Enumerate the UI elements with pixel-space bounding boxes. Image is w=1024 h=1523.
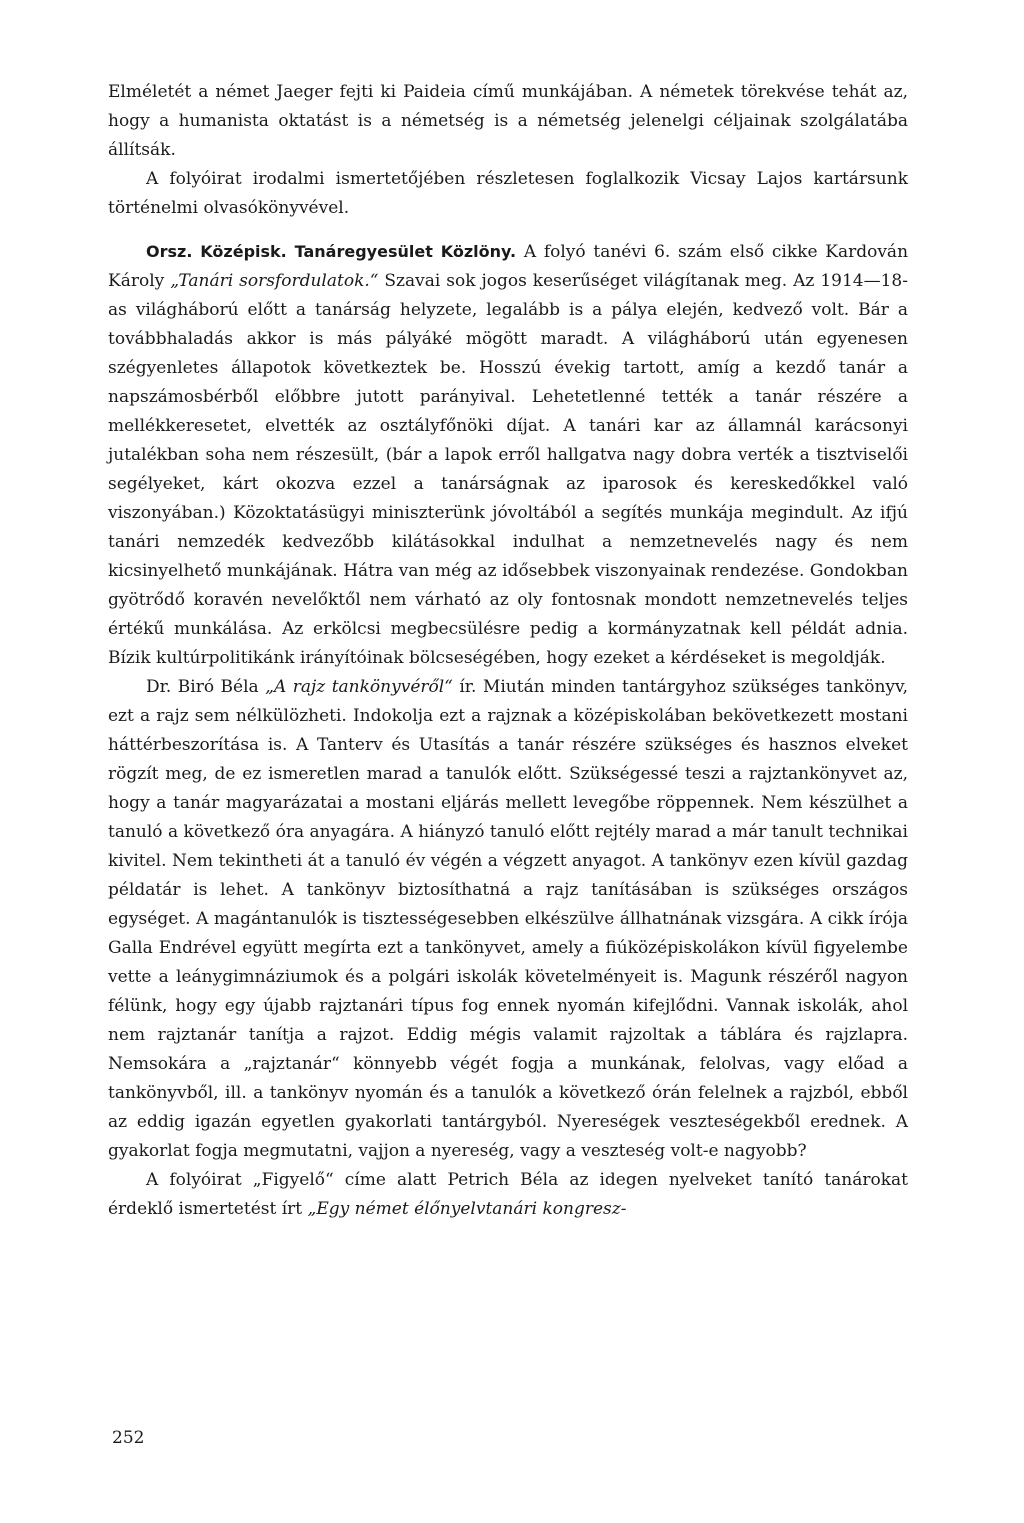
paragraph-kozlony-text-2: Szavai sok jogos keserűséget világítanak meg. Az 1914—18-as világháború előtt a tanárság helyzete, legalább is a pálya elején, kedvező volt. Bár a továbbhaladás akkor is más pályáké mögött maradt. A világháború után egyenesen szégyenletes állapotok következtek be. Hosszú évekig tartott, amíg a kezdő tanár a napszámosbérből előbbre jutott parányival. Lehetetlenné tették a tanár részére a mellékkeresetet, elvették az osztályfőnöki díjat. A tanári kar az államnál karácsonyi jutalékban soha nem részesült, (bár a lapok erről hallgatva nagy dobra verték a tisztviselői segélyeket, kárt okozva ezzel a tanárságnak az iparosok és kereskedőkkel való viszonyában.) Közoktatásügyi miniszterünk jóvoltából a segítés munkája megindult. Az ifjú tanári nemzedék kedvezőbb kilátásokkal indulhat a nemzetnevelés nagy és nem kicsinyelhető munkájának. Hátra van még az idősebbek viszonyainak rendezése. Gondokban gyötrődő koravén nevelőktől nem várható az oly fontosnak mondott nemzetnevelés teljes értékű munkálása. Az erkölcsi megbecsülésre pedig a kormányzatnak kell példát adnia. Bízik kultúrpolitikánk irányítóinak bölcseségében, hogy ezeket a kérdéseket is megoldják. [108, 271, 908, 668]
paragraph-jaeger: Elméletét a német Jaeger fejti ki Paideia című munkájában. A németek törekvése tehát az, hogy a humanista oktatást is a németség is a németség jelenelgi céljainak szolgálatába állítsák. [108, 82, 908, 160]
paragraph-figyelo-text: A folyóirat „Figyelő“ címe alatt Petrich Béla az idegen nyelveket tanító tanárokat érdeklő ismertetést írt [108, 1170, 908, 1219]
journal-name: Orsz. Középisk. Tanáregyesület Közlöny. [146, 242, 517, 261]
paragraph-kozlony [108, 237, 908, 673]
paragraph-vicsay-text: A folyóirat irodalmi ismertetőjében részletesen foglalkozik Vicsay Lajos kartársunk történelmi olvasókönyvével. [108, 169, 908, 218]
paragraph-rajz-text-2: ír. Miután minden tantárgyhoz szükséges tankönyv, ezt a rajz sem nélkülözheti. Indokolja ezt a rajznak a középiskolában bekövetkezett mostani háttérbeszorítása is. A Tanterv és Utasítás a tanár részére szükséges és hasznos elveket rögzít meg, de ez ismeretlen marad a tanulók előtt. Szükségessé teszi a rajztankönyvet az, hogy a tanár magyarázatai a mostani eljárás mellett levegőbe röppennek. Nem készülhet a tanuló a következő óra anyagára. A hiányzó tanuló előtt rejtély marad a már tanult technikai kivitel. Nem tekintheti át a tanuló év végén a végzett anyagot. A tankönyv ezen kívül gazdag példatár is lehet. A tankönyv biztosíthatná a rajz tanításában is szükséges országos egységet. A magántanulók is tisztességesebben elkészülve állhatnának vizsgára. A cikk írója Galla Endrével együtt megírta ezt a tankönyvet, amely a fiúközépiskolákon kívül figyelembe vette a leánygimnáziumok és a polgári iskolák követelményeit is. Magunk részéről nagyon félünk, hogy egy újabb rajztanári típus fog ennek nyomán kifejlődni. Vannak iskolák, ahol nem rajztanár tanítja a rajzot. Eddig mégis valamit rajzoltak a táblára és rajzlapra. Nemsokára a „rajztanár“ könnyebb végét fogja a munkának, felolvas, vagy előad a tankönyvből, ill. a tankönyv nyomán és a tanulók a következő órán felelnek a rajzból, ebből az eddig igazán egyetlen gyakorlati tantárgyból. Nyereségek veszteségekből erednek. A gyakorlat fogja megmutatni, vajjon a nyereség, vagy a veszteség volt-e nagyobb? [108, 677, 909, 1161]
paragraph-vicsay [108, 165, 908, 223]
article-title-tanari-sorsfordulatok: „Tanári sorsfordulatok.“ [170, 271, 379, 291]
page-number: 252 [112, 1428, 145, 1448]
paragraph-figyelo [108, 1166, 908, 1224]
article-title-kongresszus: „Egy német élőnyelvtanári kongresz- [307, 1199, 627, 1219]
paragraph-rajz [108, 673, 908, 1166]
article-title-rajz-tankonyv: „A rajz tankönyvéről“ [265, 677, 453, 697]
page-text [108, 78, 908, 1224]
paragraph-rajz-text-1: Dr. Biró Béla [146, 677, 266, 697]
paragraph-kozlony-text-1: A folyó tanévi 6. szám első cikke Kardován Károly [108, 242, 909, 291]
